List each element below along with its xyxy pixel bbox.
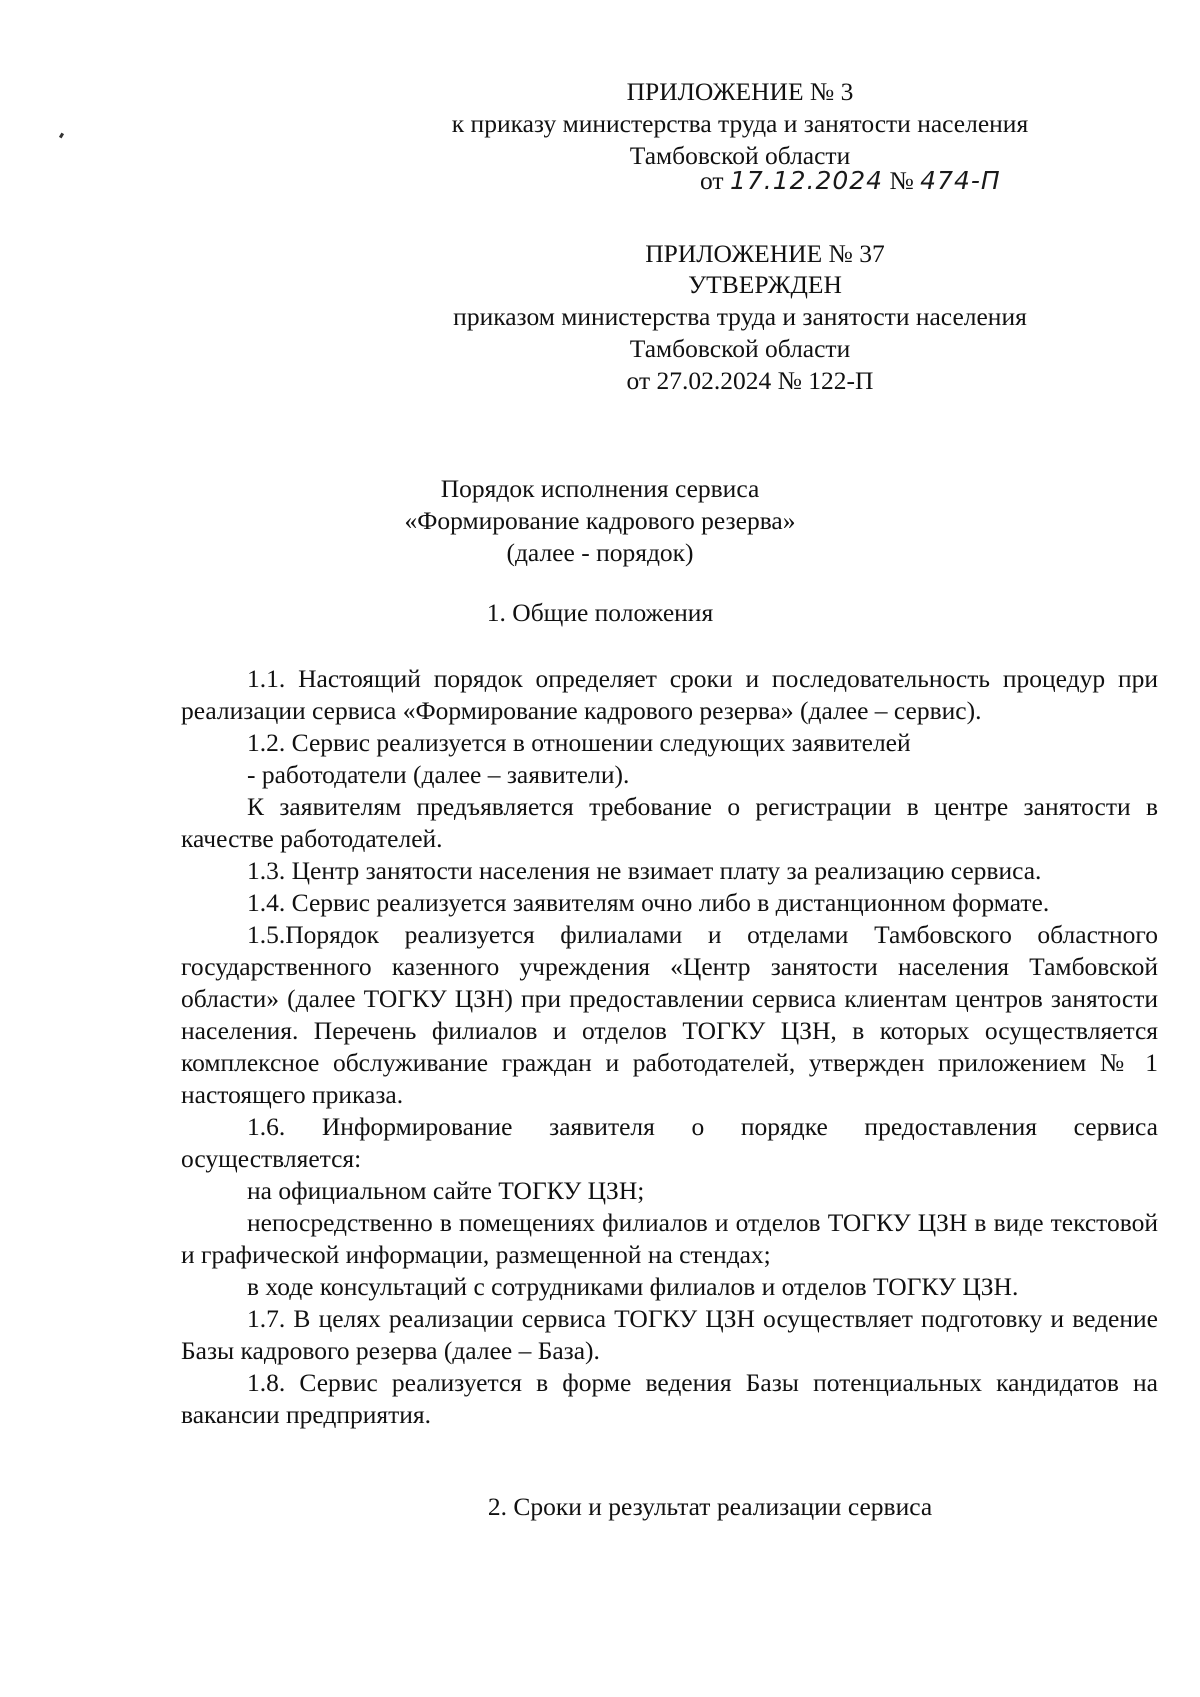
section1-body <box>181 663 1158 1431</box>
handwritten-date: 17.12.2024 <box>729 166 884 195</box>
paragraph-1-1: 1.1. Настоящий порядок определяет сроки и последовательность процедур при реализации сервиса «Формирование кадрового резерва» (далее – сервис). <box>181 664 1158 725</box>
doc-title-line1: Порядок исполнения сервиса <box>440 474 760 503</box>
appendix3-date-line <box>700 165 1001 197</box>
doc-title-line3: (далее - порядок) <box>506 538 694 567</box>
appendix37-order-line: приказом министерства труда и занятости населения <box>453 302 1027 331</box>
appendix37-title: ПРИЛОЖЕНИЕ № 37 <box>645 239 885 268</box>
date-prefix: от <box>700 166 724 195</box>
paragraph-1-3: 1.3. Центр занятости населения не взимает плату за реализацию сервиса. <box>247 856 1042 885</box>
number-prefix: № <box>889 166 914 195</box>
paragraph-1-2-requirement: К заявителям предъявляется требование о регистрации в центре занятости в качестве работодателей. <box>181 792 1158 853</box>
paragraph-1-2: 1.2. Сервис реализуется в отношении следующих заявителей <box>247 728 911 757</box>
paragraph-1-4: 1.4. Сервис реализуется заявителям очно либо в дистанционном формате. <box>247 888 1050 917</box>
section1-heading: 1. Общие положения <box>486 598 714 627</box>
approved-label: УТВЕРЖДЕН <box>688 270 842 299</box>
paragraph-1-7: 1.7. В целях реализации сервиса ТОГКУ ЦЗН осуществляет подготовку и ведение Базы кадрового резерва (далее – База). <box>181 1304 1158 1365</box>
appendix37-region-line: Тамбовской области <box>629 334 851 363</box>
scan-mark <box>59 133 64 139</box>
paragraph-1-8: 1.8. Сервис реализуется в форме ведения Базы потенциальных кандидатов на вакансии предприятия. <box>181 1368 1158 1429</box>
handwritten-number: 474-П <box>920 166 1001 195</box>
paragraph-1-6-c: в ходе консультаций с сотрудниками филиалов и отделов ТОГКУ ЦЗН. <box>247 1272 1019 1301</box>
paragraph-1-6-a: на официальном сайте ТОГКУ ЦЗН; <box>247 1176 645 1205</box>
section2-heading: 2. Сроки и результат реализации сервиса <box>487 1492 933 1521</box>
paragraph-1-6-b: непосредственно в помещениях филиалов и отделов ТОГКУ ЦЗН в виде текстовой и графической информации, размещенной на стендах; <box>181 1208 1158 1269</box>
appendix3-order-line: к приказу министерства труда и занятости населения <box>451 109 1029 138</box>
doc-title-line2: «Формирование кадрового резерва» <box>404 506 796 535</box>
paragraph-1-6: 1.6. Информирование заявителя о порядке предоставления сервиса осуществляется: <box>181 1112 1158 1173</box>
appendix3-region-line: Тамбовской области <box>629 141 851 170</box>
appendix37-date-line: от 27.02.2024 № 122-П <box>626 366 874 395</box>
appendix3-title: ПРИЛОЖЕНИЕ № 3 <box>626 77 854 106</box>
paragraph-1-5: 1.5.Порядок реализуется филиалами и отделами Тамбовского областного государственного казенного учреждения «Центр занятости населения Тамбовской области» (далее ТОГКУ ЦЗН) при предоставлении сервиса клиентам центров занятости населения. Перечень филиалов и отделов ТОГКУ ЦЗН, в которых осуществляется комплексное обслуживание граждан и работодателей, утвержден приложением № 1 настоящего приказа. <box>181 920 1158 1109</box>
paragraph-1-2-item: - работодатели (далее – заявители). <box>247 760 630 789</box>
